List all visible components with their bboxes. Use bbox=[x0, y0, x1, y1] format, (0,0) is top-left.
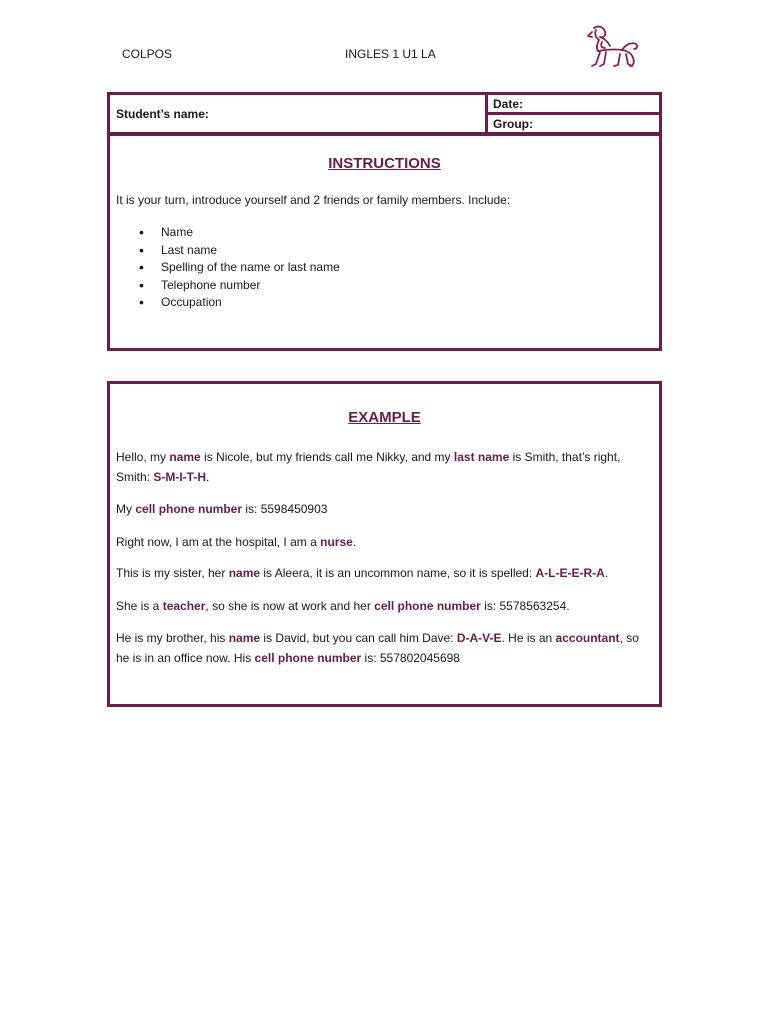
example-text: Right now, I am at the hospital, I am a bbox=[116, 534, 321, 549]
example-text: He is my brother, his bbox=[116, 631, 229, 645]
example-title: EXAMPLE bbox=[348, 409, 421, 426]
student-info-table bbox=[107, 92, 662, 135]
lion-logo-icon bbox=[586, 24, 640, 70]
example-text: , so he is in an office now. His bbox=[116, 631, 639, 665]
example-keyword: D-A-V-E bbox=[456, 631, 502, 645]
example-keyword: name bbox=[228, 631, 261, 645]
instructions-list bbox=[139, 224, 653, 312]
example-keyword: last name bbox=[453, 450, 510, 464]
example-text: My bbox=[116, 502, 136, 516]
example-text: is: 5598450903 bbox=[242, 502, 328, 516]
example-text: . bbox=[206, 469, 210, 484]
student-name-field[interactable] bbox=[110, 95, 488, 132]
example-text: is Smith, that’s right, Smith: bbox=[116, 450, 621, 484]
example-text: She is a bbox=[116, 598, 163, 613]
example-paragraph bbox=[116, 629, 653, 668]
group-label: Group: bbox=[493, 116, 533, 131]
example-text: . bbox=[604, 566, 609, 580]
example-keyword: teacher bbox=[162, 598, 206, 613]
example-box bbox=[107, 381, 662, 707]
header-institution: COLPOS bbox=[122, 47, 173, 61]
example-keyword: accountant bbox=[555, 631, 620, 645]
example-text: . He is an bbox=[501, 631, 556, 645]
example-keyword: A-L-E-E-R-A bbox=[535, 566, 605, 580]
example-text: Hello, my bbox=[116, 450, 170, 464]
example-paragraph bbox=[116, 533, 653, 553]
example-keyword: nurse bbox=[320, 534, 353, 549]
list-item: • Occupation bbox=[139, 294, 653, 312]
group-field[interactable] bbox=[488, 112, 659, 132]
example-paragraph bbox=[116, 597, 653, 617]
example-text: This is my sister, her bbox=[116, 566, 229, 580]
example-text: is: 557802045698 bbox=[361, 650, 460, 665]
example-text: is Aleera, it is an uncommon name, so it is spelled: bbox=[260, 566, 536, 580]
example-paragraph bbox=[116, 500, 653, 520]
example-text: is David, but you can call him Dave: bbox=[260, 631, 457, 645]
list-item: • Last name bbox=[139, 242, 653, 260]
instructions-box bbox=[107, 133, 662, 351]
example-text: is: 5578563254. bbox=[480, 598, 570, 613]
date-label: Date: bbox=[493, 96, 524, 111]
example-text: . bbox=[352, 534, 357, 549]
example-keyword: cell phone number bbox=[135, 502, 243, 516]
example-keyword: cell phone number bbox=[374, 598, 481, 613]
example-text: is Nicole, but my friends call me Nikky, and my bbox=[200, 450, 454, 464]
example-keyword: name bbox=[169, 450, 201, 464]
instructions-title: INSTRUCTIONS bbox=[328, 155, 441, 172]
list-item: • Telephone number bbox=[139, 277, 653, 295]
list-item: • Spelling of the name or last name bbox=[139, 259, 653, 277]
header-course: INGLES 1 U1 LA bbox=[345, 47, 436, 61]
example-keyword: cell phone number bbox=[254, 650, 362, 665]
example-keyword: S-M-I-T-H bbox=[153, 469, 206, 484]
example-paragraph bbox=[116, 448, 653, 487]
example-paragraph bbox=[116, 564, 653, 584]
student-name-label: Student’s name: bbox=[116, 106, 209, 121]
example-text: , so she is now at work and her bbox=[205, 598, 375, 613]
instructions-intro: It is your turn, introduce yourself and 2 friends or family members. Include: bbox=[116, 193, 511, 207]
date-field[interactable] bbox=[488, 95, 659, 112]
example-keyword: name bbox=[228, 566, 261, 580]
list-item: • Name bbox=[139, 224, 653, 242]
